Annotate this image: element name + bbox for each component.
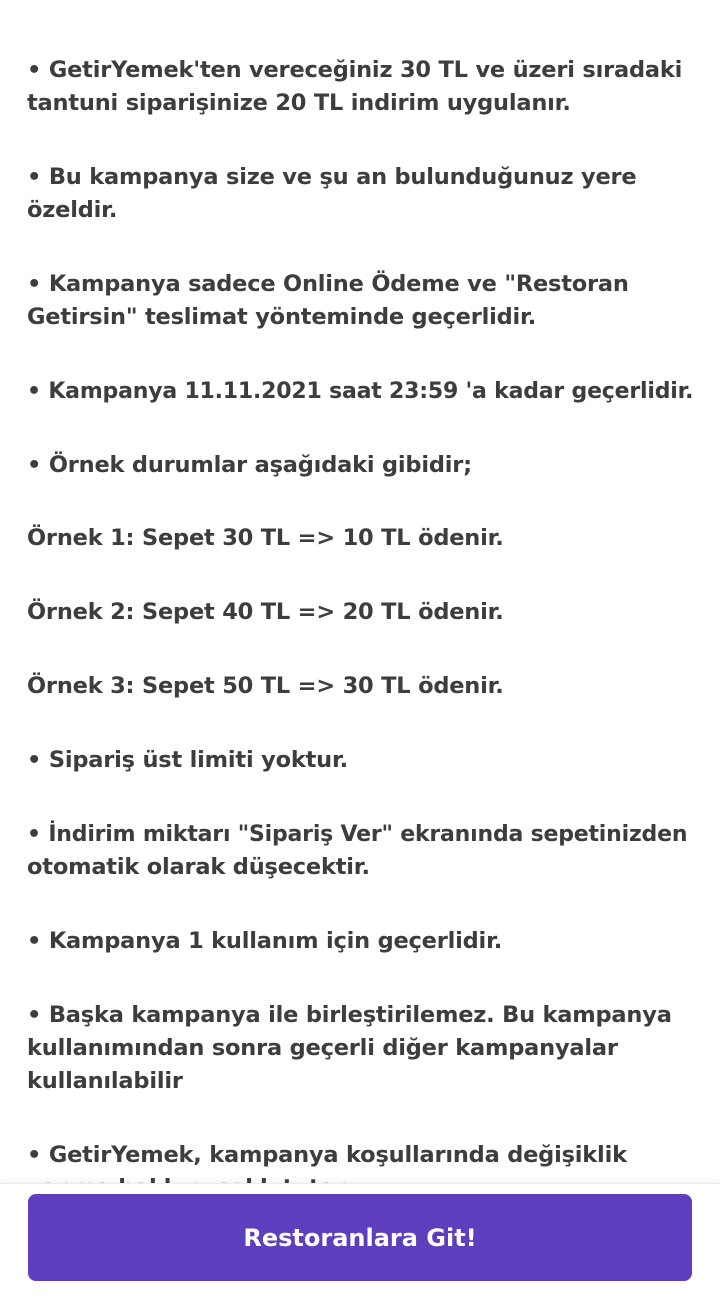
term-line: • GetirYemek'ten vereceğiniz 30 TL ve üzeri sıradaki — [27, 57, 683, 83]
term-paragraph — [27, 744, 697, 777]
term-line: • İndirim miktarı "Sipariş Ver" ekranında sepetinizden — [27, 822, 688, 847]
term-line: kullanılabilir — [27, 1068, 183, 1094]
term-line: • Başka kampanya ile birleştirilemez. Bu kampanya — [27, 1002, 672, 1028]
go-to-restaurants-button[interactable]: Restoranlara Git! — [28, 1194, 692, 1281]
term-line: • GetirYemek, kampanya koşullarında değişiklik — [27, 1142, 627, 1168]
term-paragraph — [27, 375, 697, 408]
term-line: özeldir. — [27, 197, 118, 223]
term-line: • Örnek durumlar aşağıdaki gibidir; — [27, 452, 472, 478]
term-line: Getirsin" teslimat yönteminde geçerlidir. — [27, 304, 537, 330]
term-paragraph — [27, 449, 697, 482]
term-line: • Kampanya sadece Online Ödeme ve "Restoran — [27, 271, 629, 297]
term-line: tantuni siparişinize 20 TL indirim uygulanır. — [27, 90, 571, 116]
term-line: • Kampanya 1 kullanım için geçerlidir. — [27, 928, 503, 954]
bottom-action-bar — [0, 1183, 720, 1299]
term-line: Örnek 3: Sepet 50 TL => 30 TL ödenir. — [27, 673, 504, 699]
term-line: • Sipariş üst limiti yoktur. — [27, 747, 349, 773]
term-line: Örnek 1: Sepet 30 TL => 10 TL ödenir. — [27, 525, 504, 551]
term-line: kullanımından sonra geçerli diğer kampanyalar — [27, 1035, 618, 1061]
term-line: • Bu kampanya size ve şu an bulunduğunuz yere — [27, 164, 637, 190]
term-paragraph — [27, 818, 697, 884]
term-paragraph — [27, 161, 697, 227]
term-line: otomatik olarak düşecektir. — [27, 854, 370, 880]
example-line — [27, 596, 697, 629]
example-line — [27, 522, 697, 555]
term-paragraph — [27, 925, 697, 958]
term-line: Örnek 2: Sepet 40 TL => 20 TL ödenir. — [27, 599, 504, 625]
example-line — [27, 670, 697, 703]
term-paragraph — [27, 999, 697, 1098]
term-paragraph — [27, 268, 697, 334]
term-line: • Kampanya 11.11.2021 saat 23:59 'a kadar geçerlidir. — [27, 379, 694, 404]
term-paragraph — [27, 54, 697, 120]
